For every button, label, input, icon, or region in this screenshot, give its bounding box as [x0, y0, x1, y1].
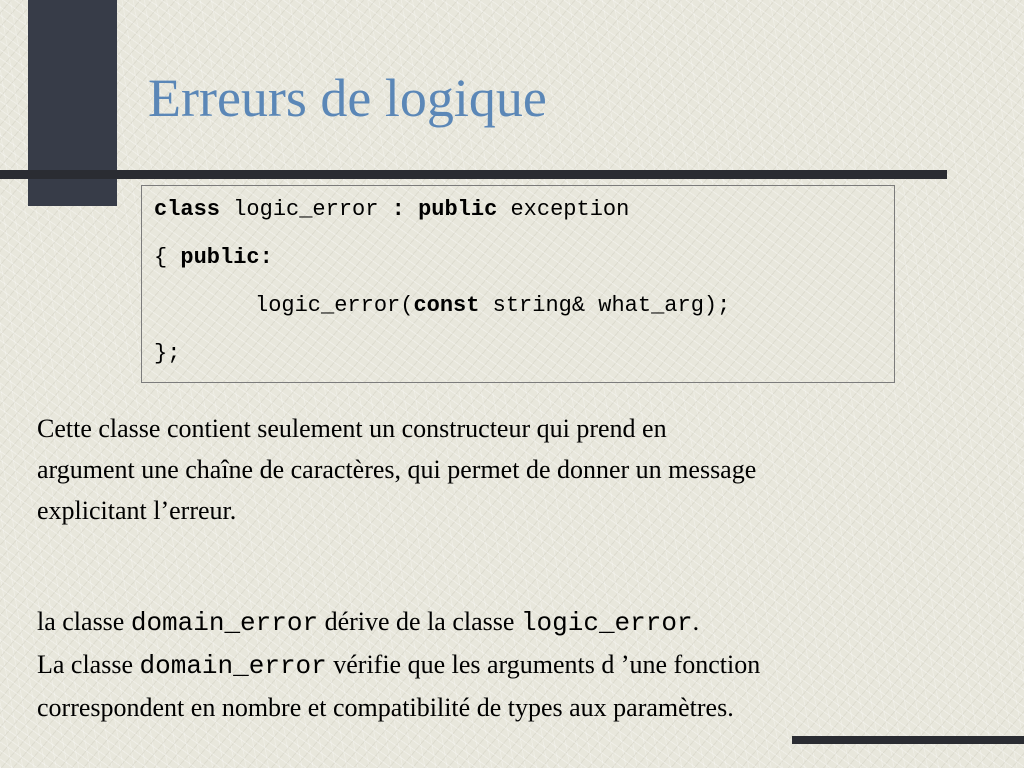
text-span: La classe: [37, 650, 140, 679]
code-domain-error: domain_error: [139, 651, 327, 681]
code-line-1: [154, 197, 629, 223]
paragraph-line: correspondent en nombre et compatibilité de types aux paramètres.: [37, 693, 734, 722]
paragraph-line: Cette classe contient seulement un constructeur qui prend en: [37, 414, 667, 443]
code-block: [141, 185, 895, 383]
keyword-public: public: [180, 245, 260, 270]
paragraph-line: argument une chaîne de caractères, qui permet de donner un message: [37, 455, 757, 484]
colon: :: [391, 197, 419, 222]
code-line-2: [154, 245, 273, 271]
paragraph-line: [37, 644, 760, 687]
description-paragraph: [37, 408, 756, 531]
constructor-open: logic_error(: [255, 293, 414, 318]
text-span: .: [692, 607, 700, 636]
code-line-4: [154, 341, 180, 367]
code-line-3: [255, 293, 730, 319]
text-span: vérifie que les arguments d ’une fonction: [326, 650, 761, 679]
paragraph-line: [37, 601, 760, 644]
class-name: logic_error: [220, 197, 392, 222]
domain-error-paragraph: [37, 601, 760, 728]
keyword-public: public: [418, 197, 498, 222]
footer-rule: [792, 736, 1024, 744]
code-logic-error: logic_error: [520, 608, 693, 638]
base-class: exception: [497, 197, 630, 222]
open-brace: {: [154, 245, 181, 270]
text-span: dérive de la classe: [318, 607, 521, 636]
colon: :: [259, 245, 273, 270]
keyword-class: class: [154, 197, 221, 222]
code-domain-error: domain_error: [130, 608, 319, 638]
close-brace: };: [154, 341, 181, 366]
text-span: la classe: [37, 607, 131, 636]
paragraph-line: explicitant l’erreur.: [37, 496, 237, 525]
constructor-rest: string& what_arg);: [479, 293, 731, 318]
header-rule: [0, 170, 947, 179]
keyword-const: const: [413, 293, 480, 318]
slide-title: Erreurs de logique: [148, 68, 547, 128]
